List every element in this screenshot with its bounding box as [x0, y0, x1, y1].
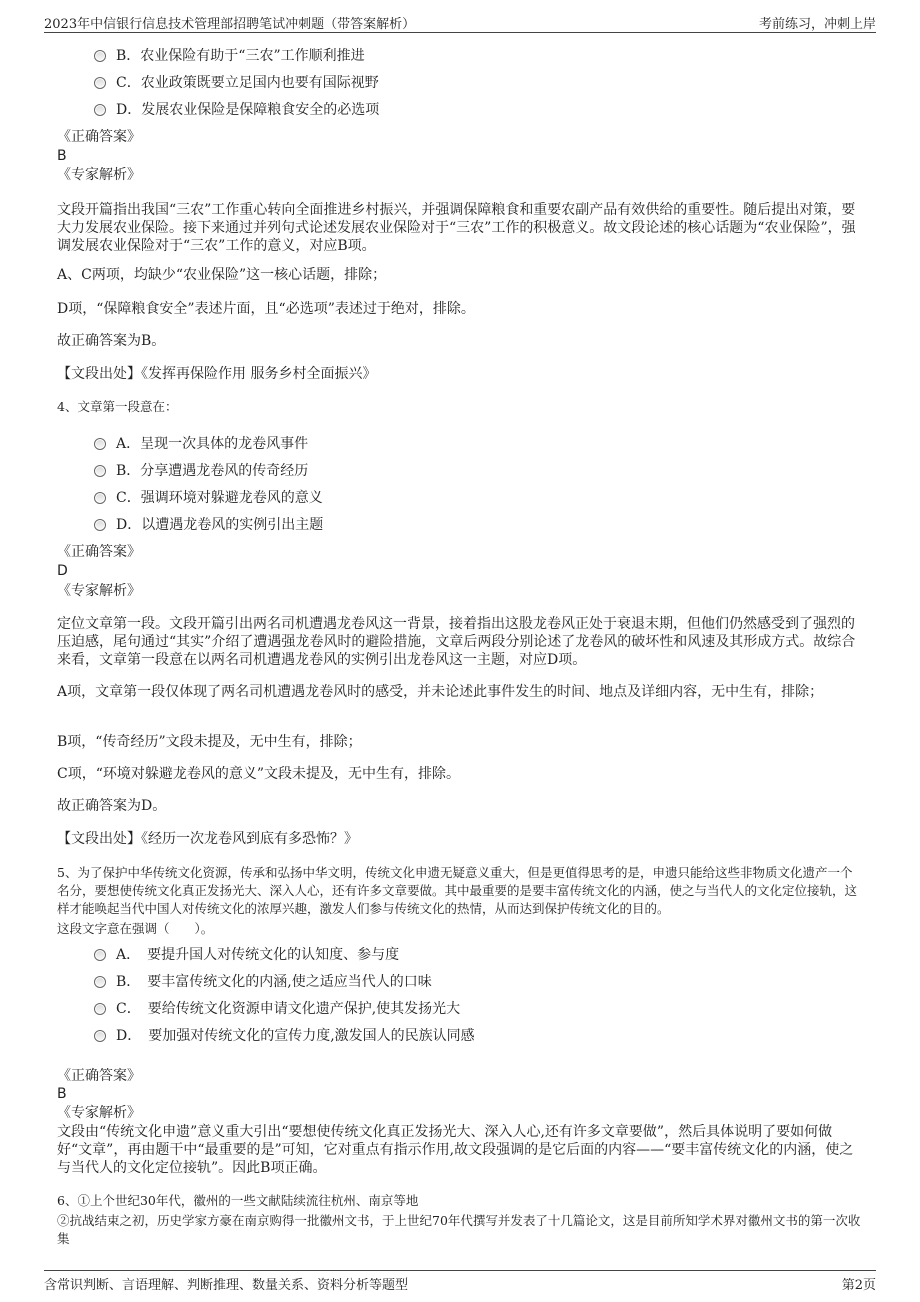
- option-text: C． 要给传统文化资源申请文化遗产保护,使其发扬光大: [116, 1001, 461, 1017]
- q4-stem: 4、文章第一段意在：: [57, 399, 178, 414]
- option-text: D．发展农业保险是保障粮食安全的必选项: [116, 102, 380, 118]
- q4-analysis-label: 《专家解析》: [57, 583, 141, 599]
- option-text: A．呈现一次具体的龙卷风事件: [116, 436, 309, 452]
- option-text: B． 要丰富传统文化的内涵,使之适应当代人的口味: [116, 974, 432, 990]
- option-text: C．强调环境对躲避龙卷风的意义: [116, 490, 323, 506]
- radio-icon[interactable]: [94, 492, 106, 504]
- q4-option-b[interactable]: [94, 460, 308, 482]
- q5-option-d[interactable]: [94, 1025, 475, 1047]
- q3-answer-label: 《正确答案》: [57, 129, 141, 145]
- q3-answer: B: [57, 148, 67, 164]
- footer-topics: 含常识判断、言语理解、判断推理、数量关系、资料分析等题型: [44, 1278, 409, 1293]
- radio-icon[interactable]: [94, 519, 106, 531]
- radio-icon[interactable]: [94, 77, 106, 89]
- q3-option-d[interactable]: [94, 99, 379, 121]
- q5-option-a[interactable]: [94, 944, 399, 966]
- q4-option-d[interactable]: [94, 514, 323, 536]
- q5-option-c[interactable]: [94, 998, 460, 1020]
- q5-answer-label: 《正确答案》: [57, 1068, 141, 1084]
- option-text: A． 要提升国人对传统文化的认知度、参与度: [116, 947, 400, 963]
- q4-option-a[interactable]: [94, 433, 308, 455]
- q4-option-c[interactable]: [94, 487, 323, 509]
- q5-analysis-label: 《专家解析》: [57, 1105, 141, 1121]
- q5-analysis: 文段由“传统文化申遗”意义重大引出“要想使传统文化真正发扬光大、深入人心,还有许多文章要做”，然后具体说明了要如何做好“文章”，再由题干中“最重要的是”可知，它对重点有指示作用,故文段强调的是它后面的内容——“要丰富传统文化的内涵，使之与当代人的文化定位接轨”。因此B项正确。: [57, 1124, 854, 1176]
- q5-option-b[interactable]: [94, 971, 432, 993]
- q5-answer: B: [57, 1086, 67, 1102]
- page-number: 第2页: [841, 1278, 876, 1293]
- q5-prompt: 这段文字意在强调（ ）。: [57, 921, 214, 936]
- header-slogan: 考前练习，冲刺上岸: [758, 17, 876, 32]
- option-text: B．分享遭遇龙卷风的传奇经历: [116, 463, 309, 479]
- q4-analysis-b: B项，“传奇经历”文段未提及，无中生有，排除；: [57, 734, 362, 750]
- q4-source: 【文段出处】《经历一次龙卷风到底有多恐怖？》: [57, 831, 358, 847]
- q3-analysis-label: 《专家解析》: [57, 167, 141, 183]
- option-text: D．以遭遇龙卷风的实例引出主题: [116, 517, 324, 533]
- radio-icon[interactable]: [94, 465, 106, 477]
- q4-analysis-main: 定位文章第一段。文段开篇引出两名司机遭遇龙卷风这一背景，接着指出这股龙卷风正处于衰退末期，但他们仍然感受到了强烈的压迫感，尾句通过“其实”介绍了遭遇强龙卷风时的避险措施，文章后两段分别论述了龙卷风的破坏性和风速及其形成方式。故综合来看，文章第一段意在以两名司机遭遇龙卷风的实例引出龙卷风这一主题，对应D项。: [57, 616, 856, 668]
- q3-source: 【文段出处】《发挥再保险作用 服务乡村全面振兴》: [57, 366, 377, 382]
- document-title: 2023年中信银行信息技术管理部招聘笔试冲刺题（带答案解析）: [44, 17, 416, 32]
- page-header: [44, 10, 876, 33]
- q4-analysis-a: A项，文章第一段仅体现了两名司机遭遇龙卷风时的感受，并未论述此事件发生的时间、地点及详细内容，无中生有，排除；: [57, 684, 824, 700]
- q5-stem: 5、为了保护中华传统文化资源，传承和弘扬中华文明，传统文化申遗无疑意义重大，但是更值得思考的是，申遗只能给这些非物质文化遗产一个名分，要想使传统文化真正发扬光大、深入人心，还有许多文章要做。其中最重要的是要丰富传统文化的内涵，使之与当代人的文化定位接轨，这样才能唤起当代中国人对传统文化的浓厚兴趣，激发人们参与传统文化的热情，从而达到保护传统文化的目的。: [57, 865, 858, 916]
- q6-line2: ②抗战结束之初，历史学家方豪在南京购得一批徽州文书，于上世纪70年代撰写并发表了十几篇论文，这是目前所知学术界对徽州文书的第一次收集: [57, 1213, 861, 1246]
- q3-analysis-d: D项，“保障粮食安全”表述片面，且“必选项”表述过于绝对，排除。: [57, 301, 475, 317]
- radio-icon[interactable]: [94, 438, 106, 450]
- radio-icon[interactable]: [94, 949, 106, 961]
- radio-icon[interactable]: [94, 976, 106, 988]
- q3-option-b[interactable]: [94, 45, 365, 67]
- q3-analysis-ac: A、C两项，均缺少“农业保险”这一核心话题，排除；: [57, 267, 387, 283]
- q4-analysis-c: C项，“环境对躲避龙卷风的意义”文段未提及，无中生有，排除。: [57, 766, 461, 782]
- option-text: C．农业政策既要立足国内也要有国际视野: [116, 75, 379, 91]
- page-footer: [44, 1270, 876, 1293]
- q4-answer: D: [57, 563, 68, 579]
- q3-analysis-main: 文段开篇指出我国“三农”工作重心转向全面推进乡村振兴，并强调保障粮食和重要农副产品有效供给的重要性。随后提出对策，要大力发展农业保险。接下来通过并列句式论述发展农业保险对于“三农”工作的积极意义。故文段论述的核心话题为“农业保险”，强调发展农业保险对于“三农”工作的意义，对应B项。: [57, 202, 856, 254]
- q3-option-c[interactable]: [94, 72, 379, 94]
- option-text: B．农业保险有助于“三农”工作顺利推进: [116, 48, 365, 64]
- radio-icon[interactable]: [94, 104, 106, 116]
- radio-icon[interactable]: [94, 1003, 106, 1015]
- q3-conclusion: 故正确答案为B。: [57, 333, 166, 349]
- q4-answer-label: 《正确答案》: [57, 544, 141, 560]
- q6-stem: 6、①上个世纪30年代，徽州的一些文献陆续流往杭州、南京等地: [57, 1193, 419, 1208]
- radio-icon[interactable]: [94, 1030, 106, 1042]
- option-text: D． 要加强对传统文化的宣传力度,激发国人的民族认同感: [116, 1028, 475, 1044]
- radio-icon[interactable]: [94, 50, 106, 62]
- q4-conclusion: 故正确答案为D。: [57, 798, 167, 814]
